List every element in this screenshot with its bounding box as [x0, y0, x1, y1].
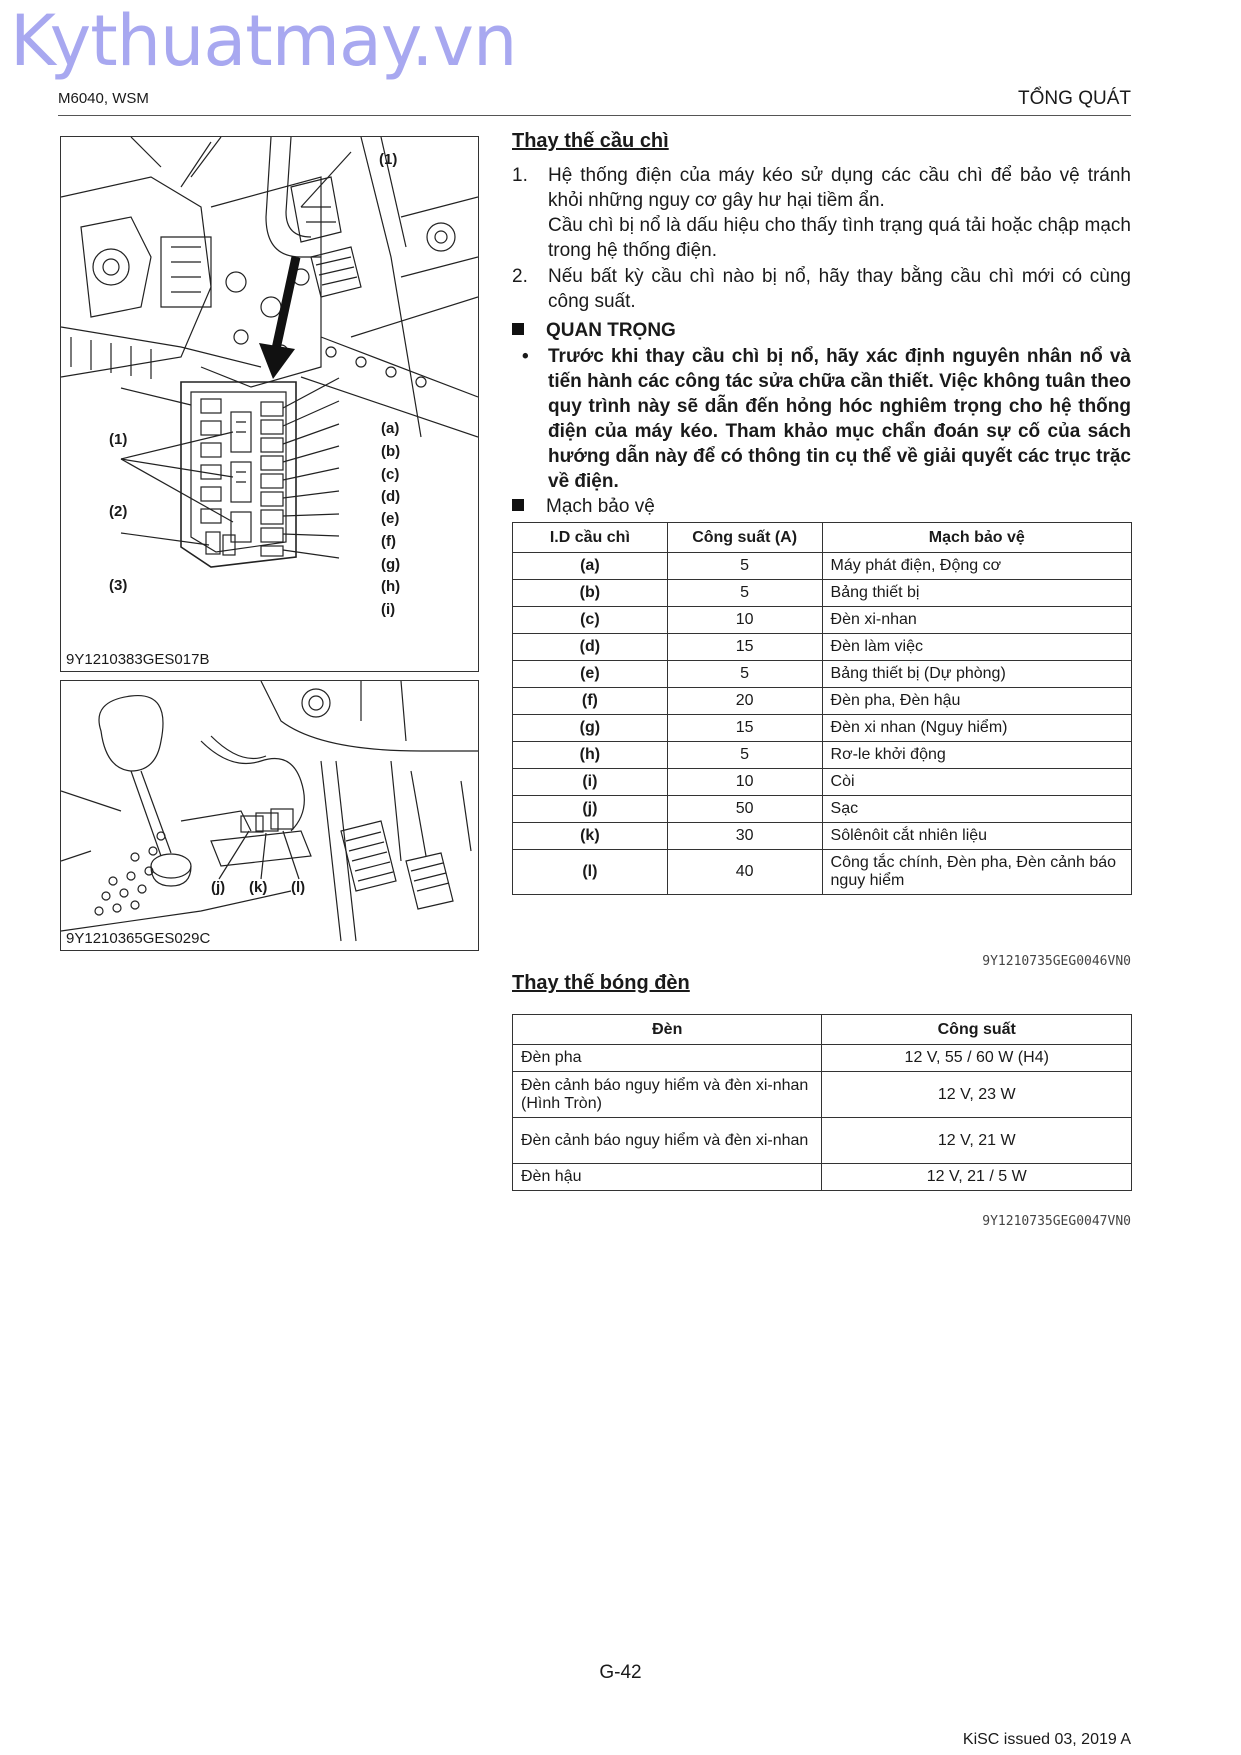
page-number: G-42	[599, 1662, 642, 1683]
col-header: Công suất	[822, 1015, 1132, 1045]
capacity-cell: 30	[667, 823, 822, 850]
important-note	[512, 344, 1131, 494]
list-text: Cầu chì bị nổ là dấu hiệu cho thấy tình trạng quá tải hoặc chập mạch trong hệ thống điện.	[548, 215, 1131, 261]
capacity-cell: 50	[667, 796, 822, 823]
fuse-id-cell: (k)	[513, 823, 668, 850]
square-bullet-icon	[512, 323, 524, 335]
doc-id: M6040, WSM	[58, 90, 149, 107]
capacity-cell: 5	[667, 742, 822, 769]
relay-illustration	[61, 681, 478, 950]
callout-3: (3)	[109, 577, 128, 594]
lamp-cell: Đèn pha	[513, 1045, 822, 1072]
bullet-icon: •	[522, 346, 529, 367]
col-header: I.D cầu chì	[513, 523, 668, 553]
callout-f: (f)	[381, 533, 396, 550]
fuse-id-cell: (j)	[513, 796, 668, 823]
table-row	[513, 1045, 1132, 1072]
callout-g: (g)	[381, 556, 401, 573]
circuit-cell: Bảng thiết bị (Dự phòng)	[822, 661, 1131, 688]
circuit-heading: Mạch bảo vệ	[512, 496, 655, 518]
power-cell: 12 V, 21 W	[822, 1118, 1132, 1164]
callout-j: (j)	[211, 879, 226, 896]
col-header: Mạch bảo vệ	[822, 523, 1131, 553]
circuit-cell: Bảng thiết bị	[822, 580, 1131, 607]
capacity-cell: 5	[667, 580, 822, 607]
watermark: Kythuatmay.vn	[10, 0, 517, 82]
lamp-cell: Đèn hậu	[513, 1164, 822, 1191]
figure-code: 9Y1210383GES017B	[66, 651, 210, 668]
col-header: Đèn	[513, 1015, 822, 1045]
col-header: Công suất (A)	[667, 523, 822, 553]
table-row	[513, 1072, 1132, 1118]
figure-code: 9Y1210365GES029C	[66, 930, 211, 947]
capacity-cell: 5	[667, 553, 822, 580]
table-row	[513, 688, 1132, 715]
list-text: Hệ thống điện của máy kéo sử dụng các cầu chì để bảo vệ tránh khỏi những nguy cơ gây hư hại tiềm ẩn.	[548, 165, 1131, 211]
fuse-id-cell: (e)	[513, 661, 668, 688]
bulb-table	[512, 1014, 1132, 1191]
fuse-id-cell: (i)	[513, 769, 668, 796]
circuit-cell: Đèn xi nhan (Nguy hiểm)	[822, 715, 1131, 742]
circuit-cell: Sôlênôit cắt nhiên liệu	[822, 823, 1131, 850]
table-row	[513, 850, 1132, 895]
table-row	[513, 607, 1132, 634]
callout-l: (l)	[291, 879, 306, 896]
circuit-cell: Còi	[822, 769, 1131, 796]
table-header-row	[513, 1015, 1132, 1045]
fuse-id-cell: (f)	[513, 688, 668, 715]
callout-d: (d)	[381, 488, 401, 505]
table-row	[513, 1164, 1132, 1191]
issue-note: KiSC issued 03, 2019 A	[962, 1731, 1131, 1748]
circuit-cell: Đèn làm việc	[822, 634, 1131, 661]
table-row	[513, 796, 1132, 823]
section-title-bulb: Thay thế bóng đèn	[512, 972, 690, 994]
circuit-cell: Sạc	[822, 796, 1131, 823]
capacity-cell: 15	[667, 715, 822, 742]
circuit-cell: Máy phát điện, Động cơ	[822, 553, 1131, 580]
capacity-cell: 10	[667, 769, 822, 796]
fuse-id-cell: (b)	[513, 580, 668, 607]
reference-code: 9Y1210735GEG0047VN0	[982, 1214, 1131, 1229]
list-item	[512, 264, 1131, 314]
capacity-cell: 15	[667, 634, 822, 661]
capacity-cell: 20	[667, 688, 822, 715]
table-row	[513, 553, 1132, 580]
reference-code: 9Y1210735GEG0046VN0	[982, 954, 1131, 969]
fuse-box-figure	[60, 136, 479, 672]
circuit-cell: Đèn xi-nhan	[822, 607, 1131, 634]
fuse-id-cell: (g)	[513, 715, 668, 742]
relay-figure	[60, 680, 479, 951]
circuit-cell: Công tắc chính, Đèn pha, Đèn cảnh báo nguy hiểm	[822, 850, 1131, 895]
power-cell: 12 V, 21 / 5 W	[822, 1164, 1132, 1191]
callout-i: (i)	[381, 601, 396, 618]
fuse-id-cell: (h)	[513, 742, 668, 769]
table-header-row	[513, 523, 1132, 553]
section-header: TỔNG QUÁT	[1018, 88, 1131, 109]
important-heading: QUAN TRỌNG	[512, 320, 676, 342]
lamp-cell: Đèn cảnh báo nguy hiểm và đèn xi-nhan (Hình Tròn)	[513, 1072, 822, 1118]
callout-a: (a)	[381, 420, 400, 437]
table-row	[513, 769, 1132, 796]
table-row	[513, 634, 1132, 661]
fuse-table	[512, 522, 1132, 895]
section-title-fuse: Thay thế cầu chì	[512, 130, 669, 152]
table-row	[513, 1118, 1132, 1164]
capacity-cell: 40	[667, 850, 822, 895]
callout-c: (c)	[381, 466, 400, 483]
capacity-cell: 5	[667, 661, 822, 688]
callout-k: (k)	[249, 879, 268, 896]
power-cell: 12 V, 23 W	[822, 1072, 1132, 1118]
callout-h: (h)	[381, 578, 401, 595]
table-row	[513, 580, 1132, 607]
fuse-id-cell: (d)	[513, 634, 668, 661]
list-number: 1.	[512, 165, 528, 186]
callout-b: (b)	[381, 443, 401, 460]
list-text: Nếu bất kỳ cầu chì nào bị nổ, hãy thay bằng cầu chì mới có cùng công suất.	[548, 266, 1131, 312]
table-row	[513, 661, 1132, 688]
table-row	[513, 715, 1132, 742]
fuse-id-cell: (l)	[513, 850, 668, 895]
circuit-cell: Đèn pha, Đèn hậu	[822, 688, 1131, 715]
power-cell: 12 V, 55 / 60 W (H4)	[822, 1045, 1132, 1072]
header-rule	[58, 115, 1131, 116]
list-item	[512, 163, 1131, 263]
important-text: Trước khi thay cầu chì bị nổ, hãy xác định nguyên nhân nổ và tiến hành các công tác sửa chữa cần thiết. Việc không tuân theo quy trình này sẽ dẫn đến hỏng hóc nghiêm trọng cho hệ thống điện của máy kéo. Tham khảo mục chẩn đoán sự cố của sách hướng dẫn này để có thông tin cụ thể về giải quyết các trục trặc về điện.	[548, 346, 1131, 492]
fuse-id-cell: (c)	[513, 607, 668, 634]
callout-1-left: (1)	[109, 431, 128, 448]
callout-1-top: (1)	[379, 151, 398, 168]
callout-e: (e)	[381, 510, 400, 527]
table-row	[513, 742, 1132, 769]
callout-2: (2)	[109, 503, 128, 520]
lamp-cell: Đèn cảnh báo nguy hiểm và đèn xi-nhan	[513, 1118, 822, 1164]
table-row	[513, 823, 1132, 850]
list-number: 2.	[512, 266, 528, 287]
fuse-id-cell: (a)	[513, 553, 668, 580]
circuit-cell: Rơ-le khởi động	[822, 742, 1131, 769]
square-bullet-icon	[512, 499, 524, 511]
capacity-cell: 10	[667, 607, 822, 634]
